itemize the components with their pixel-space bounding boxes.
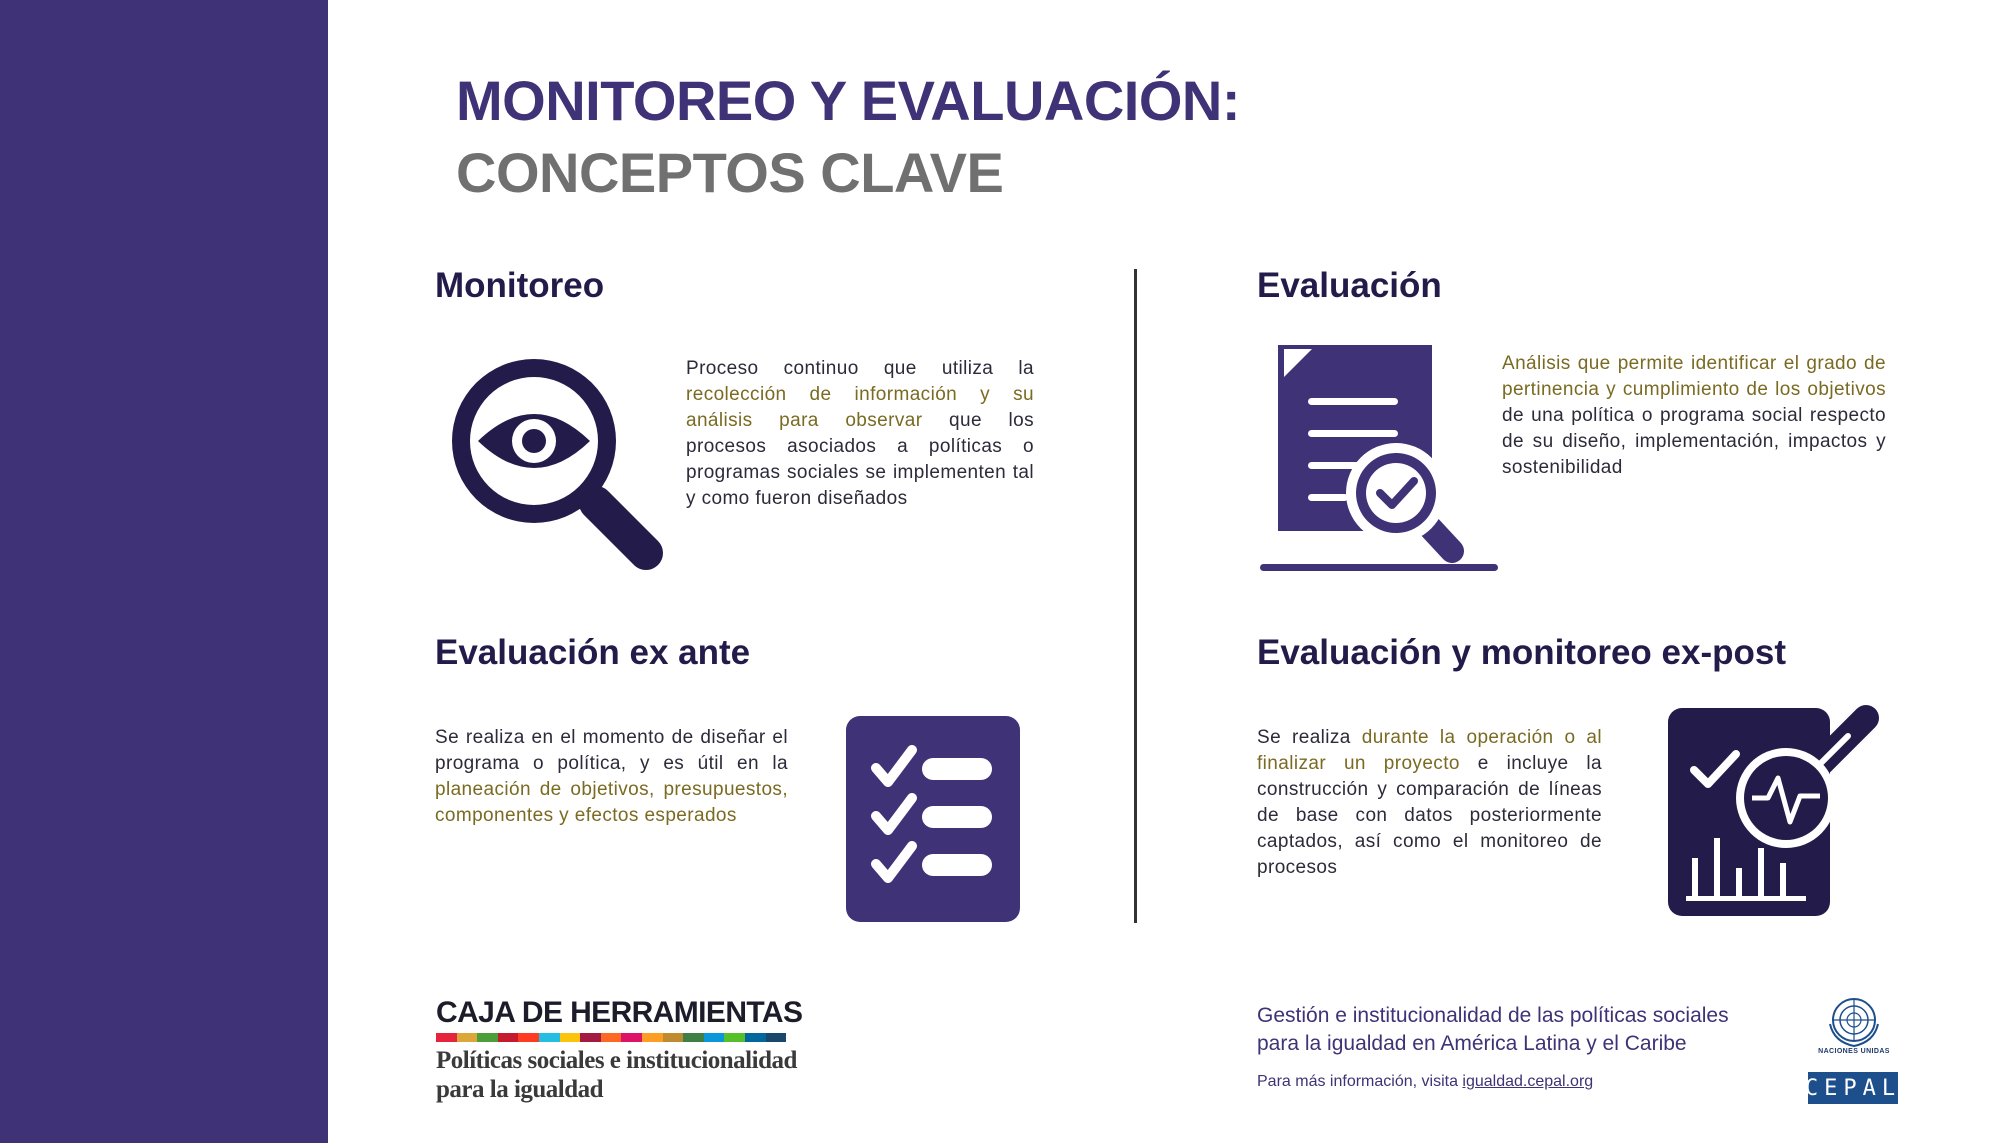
sdg-color-segment: [745, 1033, 766, 1042]
evaluacion-highlight: Análisis que permite identificar el grado de pertinencia y cumplimiento de los objetivos: [1502, 353, 1886, 400]
sdg-color-segment: [457, 1033, 478, 1042]
un-label: NACIONES UNIDAS: [1818, 1048, 1890, 1055]
chart-analysis-icon: [1664, 698, 1886, 918]
toolbox-subtitle: Políticas sociales e institucionalidad para la igualdad: [436, 1047, 797, 1103]
left-sidebar-band: [0, 0, 328, 1143]
ex-post-description: Se realiza durante la operación o al finalizar un proyecto e incluye la construcción y comparación de líneas de base con datos posteriormente captados, así como el monitoreo de procesos: [1257, 727, 1602, 878]
evaluacion-heading: Evaluación: [1257, 266, 1442, 305]
sdg-color-segment: [663, 1033, 684, 1042]
sdg-color-bar: [436, 1033, 786, 1042]
ex-ante-description: Se realiza en el momento de diseñar el programa o política, y es útil en la planeación de objetivos, presupuestos, componentes y efectos esperados: [435, 727, 788, 826]
sdg-color-segment: [436, 1033, 457, 1042]
toolbox-title: CAJA DE HERRAMIENTAS: [436, 996, 803, 1029]
sdg-color-segment: [642, 1033, 663, 1042]
cepal-link[interactable]: igualdad.cepal.org: [1462, 1073, 1594, 1090]
page-title: MONITOREO Y EVALUACIÓN:: [456, 69, 1240, 132]
sdg-color-segment: [766, 1033, 787, 1042]
monitoreo-description: Proceso continuo que utiliza la recolección de información y su análisis para observar que los procesos asociados a políticas o programas sociales se implementen tal y como fueron diseñados: [686, 358, 1035, 509]
magnifier-eye-icon: [438, 345, 670, 577]
ex-ante-heading: Evaluación ex ante: [435, 633, 751, 672]
sdg-color-segment: [477, 1033, 498, 1042]
ex-post-highlight: durante la operación o al finalizar un proyecto: [1257, 727, 1602, 774]
monitoreo-heading: Monitoreo: [435, 266, 605, 305]
checklist-icon: [846, 716, 1020, 922]
ex-post-heading: Evaluación y monitoreo ex-post: [1257, 633, 1786, 672]
sdg-color-segment: [498, 1033, 519, 1042]
ex-ante-highlight: planeación de objetivos, presupuestos, componentes y efectos esperados: [435, 779, 788, 826]
program-name: Gestión e institucionalidad de las políticas sociales para la igualdad en América Latina y el Caribe: [1257, 1004, 1729, 1055]
cepal-logo: CEPAL: [1808, 1072, 1898, 1104]
evaluacion-description: Análisis que permite identificar el grado de pertinencia y cumplimiento de los objetivos de una política o programa social respecto de su diseño, implementación, impactos y sostenibilidad: [1502, 353, 1886, 478]
sdg-color-segment: [601, 1033, 622, 1042]
sdg-color-segment: [539, 1033, 560, 1042]
sdg-color-segment: [724, 1033, 745, 1042]
sdg-color-segment: [560, 1033, 581, 1042]
sdg-color-segment: [621, 1033, 642, 1042]
sdg-color-segment: [518, 1033, 539, 1042]
monitoreo-highlight: recolección de información y su análisis para observar: [686, 384, 1034, 431]
more-info: Para más información, visita igualdad.cepal.org: [1257, 1073, 1594, 1090]
un-emblem-icon: [1824, 994, 1884, 1048]
page-subtitle: CONCEPTOS CLAVE: [456, 141, 1004, 204]
center-divider: [1134, 269, 1137, 923]
sdg-color-segment: [580, 1033, 601, 1042]
sdg-color-segment: [683, 1033, 704, 1042]
sdg-color-segment: [704, 1033, 725, 1042]
document-check-icon: [1256, 345, 1502, 577]
